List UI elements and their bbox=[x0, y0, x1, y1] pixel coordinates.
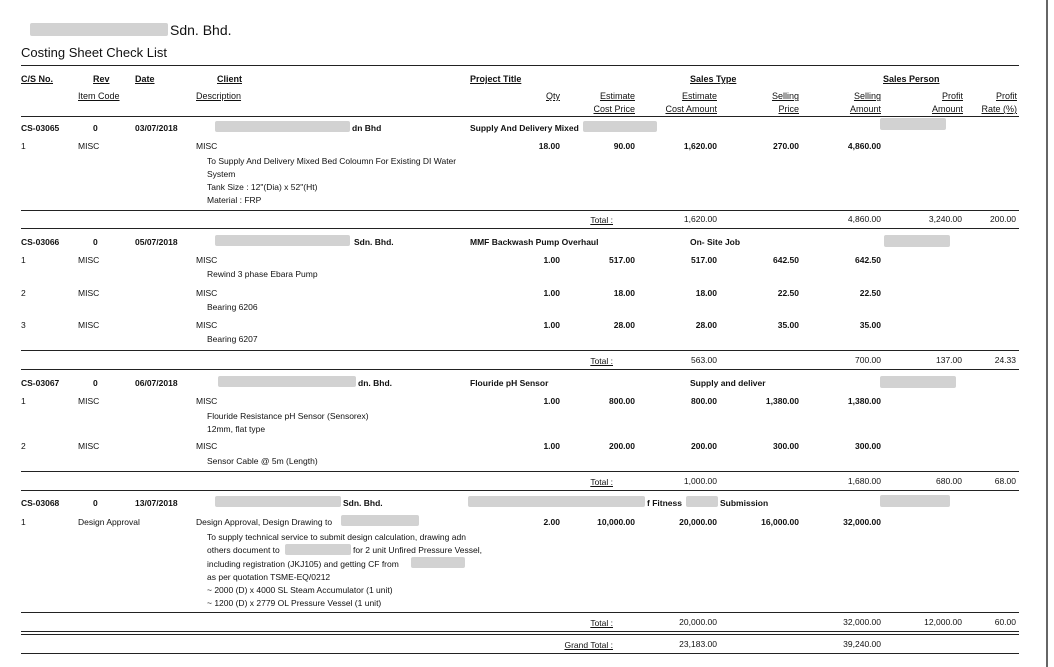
col-sales-type: Sales Type bbox=[690, 74, 737, 84]
item-detail: Rewind 3 phase Ebara Pump bbox=[207, 269, 318, 279]
sheet-cs-no: CS-03067 bbox=[21, 378, 60, 388]
redacted-sales-person bbox=[880, 376, 956, 388]
total-sell-amount: 700.00 bbox=[855, 355, 881, 365]
col-description: Description bbox=[196, 91, 242, 101]
sheet-cs-no: CS-03066 bbox=[21, 237, 60, 247]
sheet-project: Flouride pH Sensor bbox=[470, 378, 549, 388]
item-detail: as per quotation TSME-EQ/0212 bbox=[207, 572, 331, 582]
item-detail: ~ 2000 (D) x 4000 SL Steam Accumulator (1 unit) bbox=[207, 585, 393, 595]
redacted-client bbox=[215, 121, 350, 132]
item-no: 1 bbox=[21, 255, 26, 265]
total-profit-amount: 137.00 bbox=[936, 355, 962, 365]
sheet-sales-type: Submission bbox=[720, 498, 769, 508]
item-cost-amount: 20,000.00 bbox=[679, 517, 717, 527]
item-code: MISC bbox=[78, 441, 100, 451]
redacted-desc bbox=[341, 515, 419, 526]
total-profit-amount: 3,240.00 bbox=[928, 214, 962, 224]
grand-total-label: Grand Total : bbox=[564, 640, 613, 650]
col-est-cost-amount-1: Estimate bbox=[681, 91, 717, 101]
header-divider bbox=[21, 65, 1019, 66]
total-cost-amount: 20,000.00 bbox=[679, 617, 717, 627]
item-cost-price: 800.00 bbox=[609, 396, 635, 406]
item-cost-price: 90.00 bbox=[613, 141, 635, 151]
item-desc: MISC bbox=[196, 288, 218, 298]
redacted-sales-person bbox=[880, 118, 946, 130]
item-sell-price: 300.00 bbox=[773, 441, 799, 451]
total-sell-amount: 4,860.00 bbox=[847, 214, 881, 224]
item-sell-price: 642.50 bbox=[773, 255, 799, 265]
grand-total-divider bbox=[21, 634, 1019, 635]
item-cost-price: 18.00 bbox=[613, 288, 635, 298]
redacted-sales-person bbox=[880, 495, 950, 507]
item-desc: MISC bbox=[196, 441, 218, 451]
item-no: 3 bbox=[21, 320, 26, 330]
item-desc: MISC bbox=[196, 141, 218, 151]
sheet-rev: 0 bbox=[93, 498, 98, 508]
sheet-total-divider bbox=[21, 612, 1019, 613]
item-code: MISC bbox=[78, 141, 100, 151]
item-detail: Bearing 6206 bbox=[207, 302, 258, 312]
sheet-date: 06/07/2018 bbox=[135, 378, 178, 388]
item-detail: Sensor Cable @ 5m (Length) bbox=[207, 456, 318, 466]
sheet-rev: 0 bbox=[93, 123, 98, 133]
sheet-project: Supply And Delivery Mixed bbox=[470, 123, 579, 133]
sheet-total-divider bbox=[21, 350, 1019, 351]
item-detail: System bbox=[207, 169, 236, 179]
sheet-date: 05/07/2018 bbox=[135, 237, 178, 247]
col-profit-rate-1: Profit bbox=[995, 91, 1017, 101]
redacted-sales-type bbox=[686, 496, 718, 507]
col-profit-amount-2: Amount bbox=[931, 104, 963, 114]
sheet-total-divider bbox=[21, 210, 1019, 211]
item-sell-amount: 642.50 bbox=[855, 255, 881, 265]
item-sell-price: 35.00 bbox=[777, 320, 799, 330]
col-item-code: Item Code bbox=[78, 91, 120, 101]
col-profit-amount-1: Profit bbox=[941, 91, 963, 101]
col-est-cost-price-2: Cost Price bbox=[593, 104, 635, 114]
item-cost-price: 517.00 bbox=[609, 255, 635, 265]
total-label: Total : bbox=[590, 477, 613, 487]
item-no: 2 bbox=[21, 288, 26, 298]
redacted-detail bbox=[411, 557, 465, 568]
sheet-client: Sdn. Bhd. bbox=[354, 237, 394, 247]
item-code: MISC bbox=[78, 255, 100, 265]
item-no: 1 bbox=[21, 396, 26, 406]
sheet-sales-type: On- Site Job bbox=[690, 237, 741, 247]
sheet-date: 13/07/2018 bbox=[135, 498, 178, 508]
item-qty: 1.00 bbox=[543, 441, 560, 451]
item-cost-amount: 800.00 bbox=[691, 396, 717, 406]
item-qty: 1.00 bbox=[543, 320, 560, 330]
total-profit-rate: 24.33 bbox=[994, 355, 1016, 365]
redacted-client bbox=[218, 376, 356, 387]
sheet-total-divider bbox=[21, 471, 1019, 472]
redacted-client bbox=[215, 496, 341, 507]
item-sell-amount: 4,860.00 bbox=[847, 141, 881, 151]
item-code: MISC bbox=[78, 288, 100, 298]
total-label: Total : bbox=[590, 215, 613, 225]
col-qty: Qty bbox=[545, 91, 560, 101]
item-detail: ~ 1200 (D) x 2779 OL Pressure Vessel (1 unit) bbox=[207, 598, 382, 608]
item-cost-price: 200.00 bbox=[609, 441, 635, 451]
item-qty: 2.00 bbox=[543, 517, 560, 527]
item-cost-price: 28.00 bbox=[613, 320, 635, 330]
total-profit-rate: 200.00 bbox=[990, 214, 1016, 224]
redacted-project bbox=[468, 496, 645, 507]
col-client: Client bbox=[217, 74, 243, 84]
sheet-end-divider bbox=[21, 369, 1019, 370]
item-sell-amount: 300.00 bbox=[855, 441, 881, 451]
item-code: MISC bbox=[78, 320, 100, 330]
company-suffix: Sdn. Bhd. bbox=[170, 22, 232, 38]
item-no: 1 bbox=[21, 141, 26, 151]
col-cs-no: C/S No. bbox=[21, 74, 54, 84]
item-code: Design Approval bbox=[78, 517, 140, 527]
col-selling-amount-2: Amount bbox=[849, 104, 881, 114]
item-cost-amount: 200.00 bbox=[691, 441, 717, 451]
total-profit-amount: 680.00 bbox=[936, 476, 962, 486]
item-sell-price: 270.00 bbox=[773, 141, 799, 151]
col-date: Date bbox=[135, 74, 155, 84]
total-cost-amount: 1,620.00 bbox=[683, 214, 717, 224]
redacted-sales-person bbox=[884, 235, 950, 247]
page-edge bbox=[1046, 0, 1048, 667]
item-desc: MISC bbox=[196, 396, 218, 406]
col-selling-amount-1: Selling bbox=[853, 91, 881, 101]
item-sell-price: 1,380.00 bbox=[765, 396, 799, 406]
item-detail: 12mm, flat type bbox=[207, 424, 266, 434]
redacted-project bbox=[583, 121, 657, 132]
item-cost-amount: 517.00 bbox=[691, 255, 717, 265]
item-detail: others document to bbox=[207, 545, 280, 555]
item-desc: MISC bbox=[196, 320, 218, 330]
item-detail: Material : FRP bbox=[207, 195, 262, 205]
item-sell-amount: 22.50 bbox=[859, 288, 881, 298]
total-label: Total : bbox=[590, 618, 613, 628]
sheet-rev: 0 bbox=[93, 378, 98, 388]
item-sell-amount: 1,380.00 bbox=[847, 396, 881, 406]
sheet-project: f Fitness bbox=[647, 498, 682, 508]
item-detail: Tank Size : 12"(Dia) x 52"(Ht) bbox=[207, 182, 318, 192]
sheet-client: dn Bhd bbox=[352, 123, 382, 133]
total-profit-amount: 12,000.00 bbox=[924, 617, 962, 627]
sheet-cs-no: CS-03065 bbox=[21, 123, 60, 133]
item-no: 1 bbox=[21, 517, 26, 527]
total-cost-amount: 563.00 bbox=[691, 355, 717, 365]
col-project-title: Project Title bbox=[470, 74, 522, 84]
redacted-detail bbox=[285, 544, 351, 555]
sheet-rev: 0 bbox=[93, 237, 98, 247]
item-sell-price: 16,000.00 bbox=[761, 517, 799, 527]
item-qty: 1.00 bbox=[543, 396, 560, 406]
item-sell-price: 22.50 bbox=[777, 288, 799, 298]
item-desc: MISC bbox=[196, 255, 218, 265]
total-label: Total : bbox=[590, 356, 613, 366]
report-title: Costing Sheet Check List bbox=[21, 45, 167, 60]
total-profit-rate: 68.00 bbox=[994, 476, 1016, 486]
total-cost-amount: 1,000.00 bbox=[683, 476, 717, 486]
item-sell-amount: 35.00 bbox=[859, 320, 881, 330]
grand-total-cost-amount: 23,183.00 bbox=[679, 639, 717, 649]
columns-divider bbox=[21, 116, 1019, 117]
item-cost-amount: 1,620.00 bbox=[683, 141, 717, 151]
item-qty: 1.00 bbox=[543, 255, 560, 265]
redacted-client bbox=[215, 235, 350, 246]
sheet-date: 03/07/2018 bbox=[135, 123, 178, 133]
sheet-end-divider bbox=[21, 631, 1019, 632]
item-detail: Flouride Resistance pH Sensor (Sensorex) bbox=[207, 411, 369, 421]
item-code: MISC bbox=[78, 396, 100, 406]
grand-total-end-divider bbox=[21, 653, 1019, 654]
sheet-end-divider bbox=[21, 228, 1019, 229]
sheet-client: Sdn. Bhd. bbox=[343, 498, 383, 508]
total-sell-amount: 1,680.00 bbox=[847, 476, 881, 486]
item-detail: including registration (JKJ105) and getting CF from bbox=[207, 559, 399, 569]
sheet-cs-no: CS-03068 bbox=[21, 498, 60, 508]
col-est-cost-amount-2: Cost Amount bbox=[665, 104, 717, 114]
total-profit-rate: 60.00 bbox=[994, 617, 1016, 627]
sheet-project: MMF Backwash Pump Overhaul bbox=[470, 237, 599, 247]
grand-total-sell-amount: 39,240.00 bbox=[843, 639, 881, 649]
sheet-client: dn. Bhd. bbox=[358, 378, 392, 388]
sheet-end-divider bbox=[21, 490, 1019, 491]
item-detail: Bearing 6207 bbox=[207, 334, 258, 344]
item-detail: To supply technical service to submit design calculation, drawing adn bbox=[207, 532, 466, 542]
item-cost-amount: 28.00 bbox=[695, 320, 717, 330]
item-qty: 1.00 bbox=[543, 288, 560, 298]
total-sell-amount: 32,000.00 bbox=[843, 617, 881, 627]
col-selling-price-2: Price bbox=[778, 104, 799, 114]
item-desc: Design Approval, Design Drawing to bbox=[196, 517, 333, 527]
item-no: 2 bbox=[21, 441, 26, 451]
item-sell-amount: 32,000.00 bbox=[843, 517, 881, 527]
col-est-cost-price-1: Estimate bbox=[599, 91, 635, 101]
item-detail: for 2 unit Unfired Pressure Vessel, bbox=[353, 545, 482, 555]
col-profit-rate-2: Rate (%) bbox=[981, 104, 1017, 114]
item-detail: To Supply And Delivery Mixed Bed Coloumn For Existing DI Water bbox=[207, 156, 457, 166]
col-selling-price-1: Selling bbox=[771, 91, 799, 101]
redacted-company-name bbox=[30, 23, 168, 36]
item-cost-amount: 18.00 bbox=[695, 288, 717, 298]
item-cost-price: 10,000.00 bbox=[597, 517, 635, 527]
col-sales-person: Sales Person bbox=[883, 74, 940, 84]
item-qty: 18.00 bbox=[538, 141, 560, 151]
sheet-sales-type: Supply and deliver bbox=[690, 378, 766, 388]
col-rev: Rev bbox=[93, 74, 110, 84]
